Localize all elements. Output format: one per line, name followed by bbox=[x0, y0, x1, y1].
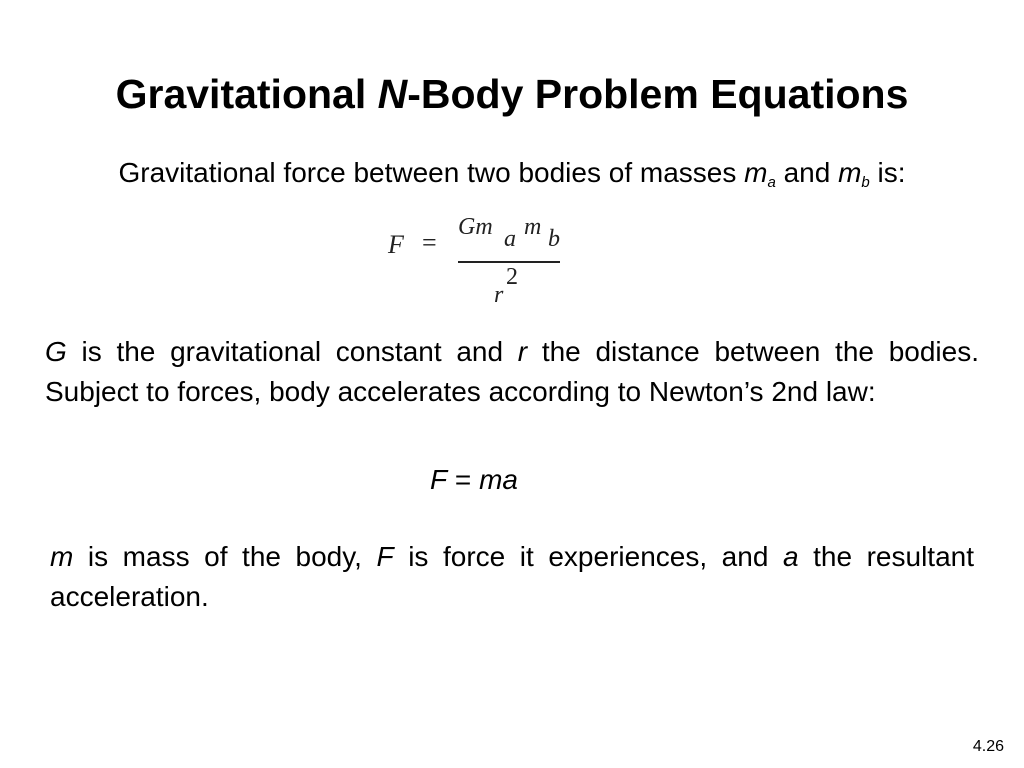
newton-equals: = bbox=[447, 464, 480, 495]
intro-text-3: is: bbox=[869, 157, 906, 188]
intro-subscript-b: b bbox=[861, 174, 870, 191]
paragraph1-text-1: is the gravitational constant and bbox=[66, 336, 518, 367]
paragraph2-text-3: the resultant acceleration. bbox=[50, 541, 974, 612]
formula-lhs: F bbox=[388, 230, 404, 259]
title-text-part1: Gravitational bbox=[115, 71, 378, 117]
formula-numerator-b: b bbox=[548, 226, 560, 252]
var-f: F bbox=[376, 541, 394, 572]
paragraph-gravitational-constant bbox=[45, 332, 979, 412]
title-italic-n: N bbox=[377, 71, 408, 117]
paragraph2-text-2: is force it experiences, and bbox=[393, 541, 783, 572]
paragraph1-text-2: the distance between the bodies. Subject to forces, body accelerates according to Newton’s 2nd law: bbox=[45, 336, 979, 407]
intro-mass-b: m bbox=[838, 157, 862, 188]
page-number: 4.26 bbox=[972, 738, 1004, 755]
formula-denominator-exponent: 2 bbox=[506, 264, 518, 290]
gravity-formula bbox=[380, 212, 580, 312]
title-text-part2: -Body Problem Equations bbox=[407, 71, 909, 117]
intro-text-2: and bbox=[775, 157, 839, 188]
intro-text-1: Gravitational force between two bodies of masses bbox=[118, 157, 745, 188]
newton-law-equation bbox=[0, 462, 1024, 498]
fraction-bar bbox=[458, 261, 560, 263]
paragraph2-text-1: is mass of the body, bbox=[73, 541, 377, 572]
formula-denominator-r: r bbox=[494, 282, 504, 308]
intro-sentence bbox=[0, 155, 1024, 191]
var-a: a bbox=[782, 541, 799, 572]
intro-subscript-a: a bbox=[767, 174, 776, 191]
var-m: m bbox=[50, 541, 74, 572]
var-g: G bbox=[45, 336, 67, 367]
slide-title bbox=[0, 70, 1024, 118]
newton-lhs: F bbox=[430, 464, 448, 495]
formula-equals: = bbox=[422, 228, 437, 257]
intro-mass-a: m bbox=[744, 157, 768, 188]
var-r: r bbox=[517, 336, 528, 367]
formula-numerator-a: a bbox=[504, 226, 516, 252]
formula-numerator-gm: Gm bbox=[458, 214, 493, 240]
paragraph-variable-definitions bbox=[50, 537, 974, 617]
newton-rhs: ma bbox=[479, 464, 518, 495]
formula-numerator-m: m bbox=[524, 214, 542, 240]
